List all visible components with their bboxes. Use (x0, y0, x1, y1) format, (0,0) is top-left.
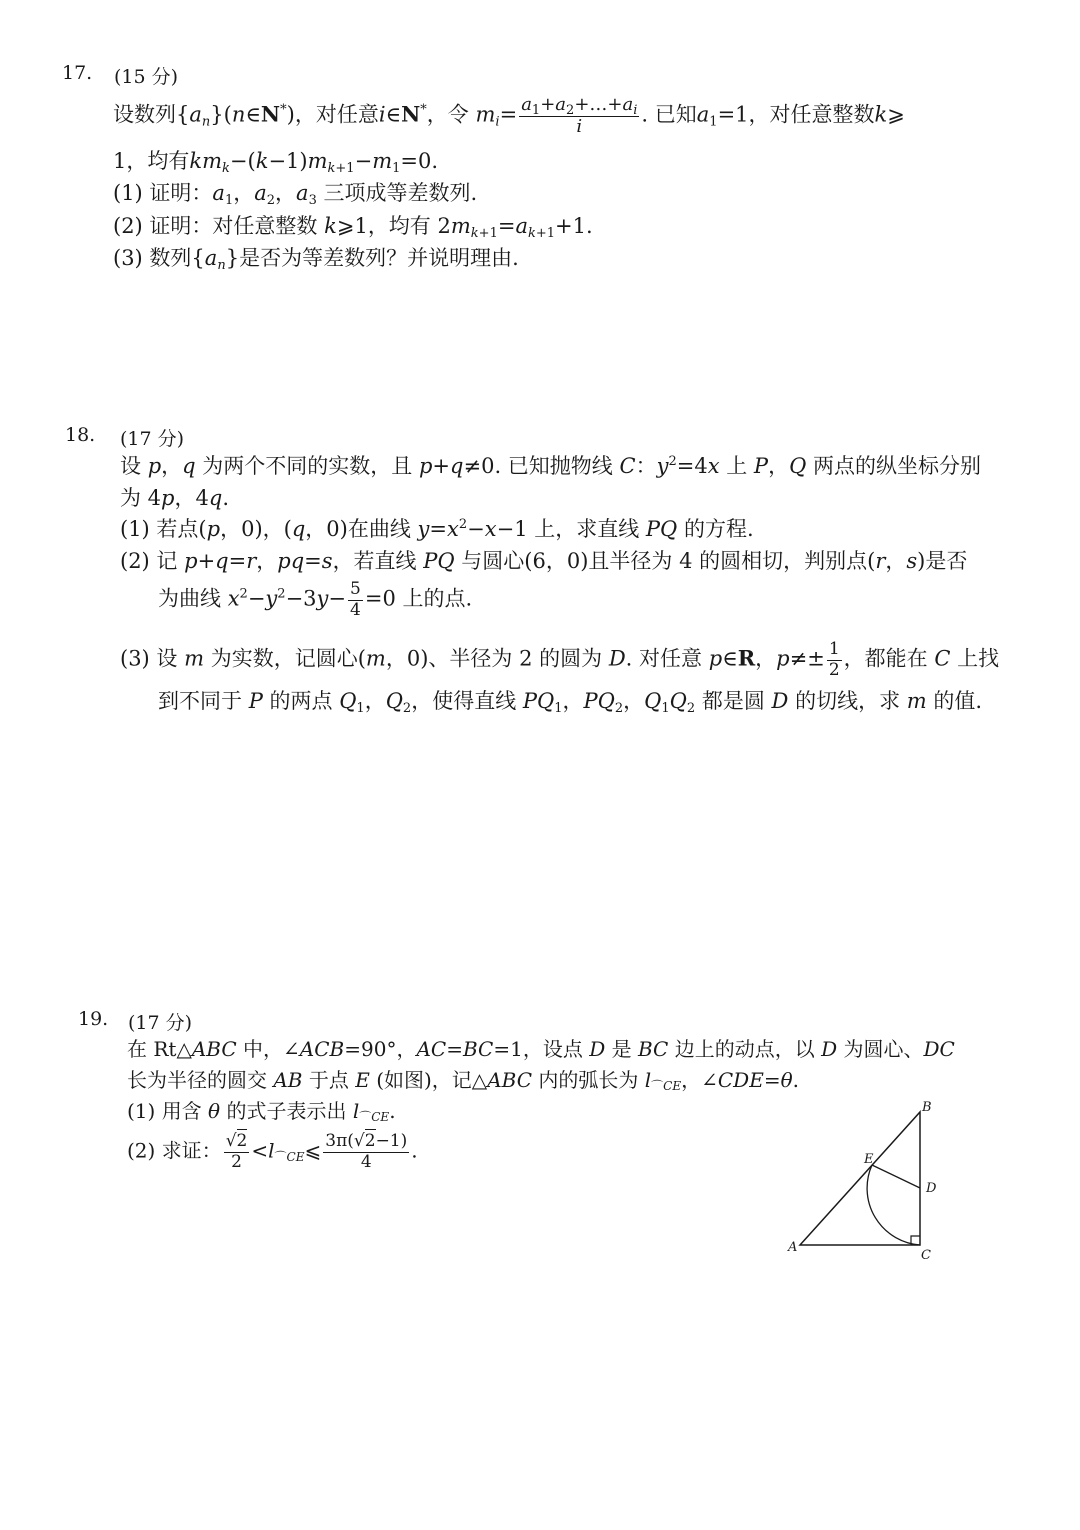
q18-points: (17 分) (120, 428, 185, 450)
q17-points: (15 分) (114, 66, 179, 88)
q17-intro-line1: 设数列$\{a_n\}(n\in N^*)$，对任意i∈N*，令 $m_i=$ $\frac{a_1+a_2+\dots+a_i}{i}$ . 已知$a_1=1$，对任意整数k⩾ (113, 94, 905, 137)
q18-part2: (2) 记 p+q=r，pq=s，若直线 PQ 与圆心(6，0)且半径为 4 的圆相切，判别点(r，s)是否 (120, 549, 968, 573)
label-b: B (922, 1100, 932, 1115)
label-e: E (864, 1152, 874, 1167)
q18-intro-line1: 设 p，q 为两个不同的实数，且 p+q≠0. 已知抛物线 C：$y^2=4x$ 上 P，Q 两点的纵坐标分别 (120, 454, 981, 478)
label-d: D (926, 1181, 937, 1196)
q17-part3: (3) 数列$\{a_n\}$是否为等差数列？并说明理由. (113, 246, 519, 273)
q17-part1: (1) 证明：$a_1$，$a_2$，$a_3$ 三项成等差数列. (113, 181, 478, 208)
q17-intro-line2: 1，均有$km_k-(k-1)m_{k+1}-m_1=0$. (113, 149, 439, 176)
q19-number: 19. (78, 1008, 109, 1030)
label-a: A (788, 1240, 798, 1255)
segment-ed (872, 1165, 920, 1188)
q17-number: 17. (62, 62, 93, 84)
q19-intro-line2: 长为半径的圆交 AB 于点 E (如图)，记△ABC 内的弧长为 l⌒CE，∠CDE=θ. (127, 1068, 799, 1093)
q18-intro-line2: 为 4p，4q. (120, 486, 230, 510)
q17-part2: (2) 证明：对任意整数 k⩾1，均有 $2m_{k+1}=a_{k+1}+1$. (113, 214, 593, 241)
q18-part2-line2: 为曲线 $x^2-y^2-3y-$ $\frac{5}{4}$ =0 上的点. (158, 579, 473, 620)
q19-part1: (1) 用含 θ 的式子表示出 l⌒CE. (127, 1099, 396, 1124)
label-c: C (921, 1248, 931, 1263)
arc-ce (867, 1165, 920, 1245)
q19-points: (17 分) (128, 1012, 193, 1034)
q18-number: 18. (65, 424, 96, 446)
triangle-figure (780, 1095, 960, 1265)
q18-part3: (3) 设 m 为实数，记圆心(m，0)、半径为 2 的圆为 D. 对任意 p∈R，p≠± $\frac{1}{2}$ ，都能在 C 上找 (120, 639, 1000, 680)
q18-part3-line2: 到不同于 P 的两点 $Q_1$，$Q_2$，使得直线 $PQ_1$，$PQ_2$，$Q_1Q_2$ 都是圆 D 的切线，求 m 的值. (158, 689, 983, 716)
triangle-abc (800, 1112, 920, 1245)
q19-part2: (2) 求证： $\frac{√2}{2}$ <l⌒CE⩽ $\frac{3\pi(√2-1)}{4}$ . (127, 1131, 418, 1172)
q18-part1: (1) 若点(p，0)，(q，0)在曲线 $y=x^2-x-1$ 上，求直线 PQ 的方程. (120, 517, 754, 541)
q19-intro-line1: 在 Rt△ABC 中，∠ACB=90°，AC=BC=1，设点 D 是 BC 边上的动点，以 D 为圆心、DC (127, 1037, 955, 1061)
